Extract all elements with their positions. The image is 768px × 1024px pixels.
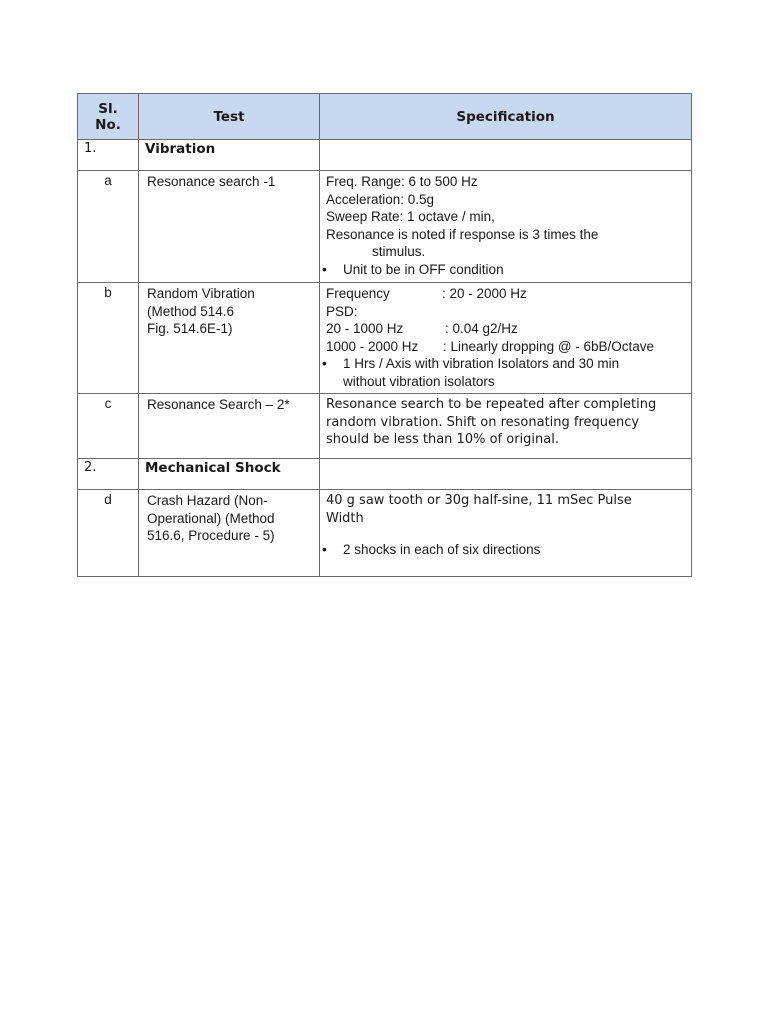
test-text: Random Vibration [147,286,255,301]
test-text: Operational) (Method [147,510,275,526]
test-text: Resonance search -1 [147,174,276,189]
header-sl-no-label: Sl. No. [95,100,121,133]
spec-cell [320,394,692,459]
test-text: Resonance Search – 2* [147,397,290,412]
section-empty-cell [320,459,692,490]
spec-line [326,285,687,303]
header-sl-no [78,94,139,140]
table-row [78,171,692,283]
section-row-mechanical-shock [78,459,692,490]
header-specification: Specification [320,94,692,140]
row-letter: d [78,490,139,577]
spec-bullet-text: Unit to be in OFF condition [343,261,504,277]
spec-line: Resonance search to be repeated after completing [326,397,657,412]
test-text: (Method 514.6 [147,303,235,319]
test-text: Fig. 514.6E-1) [147,321,233,336]
section-number: 2. [78,459,139,490]
header-test: Test [139,94,320,140]
test-cell [139,394,320,459]
spec-line: 40 g saw tooth or 30g half-sine, 11 mSec Pulse [326,493,632,508]
table-row [78,283,692,394]
section-empty-cell [320,140,692,171]
section-row-vibration [78,140,692,171]
spec-line: Resonance is noted if response is 3 times the [326,226,599,242]
spec-cell [320,171,692,283]
spec-line: should be less than 10% of original. [326,432,559,447]
section-number: 1. [78,140,139,171]
spec-bullet-item [322,355,687,373]
spec-cell [320,490,692,577]
spec-label: Frequency [326,286,390,301]
spec-line: Freq. Range: 6 to 500 Hz [326,174,478,189]
spec-line: Sweep Rate: 1 octave / min, [326,209,495,224]
test-text: Crash Hazard (Non- [147,493,268,508]
spec-cell [320,283,692,394]
test-cell [139,171,320,283]
section-title: Vibration [139,140,320,171]
spec-line [326,320,687,338]
spec-line: Width [326,510,364,526]
spec-bullet-item [322,541,687,559]
spec-value: : 20 - 2000 Hz [442,286,527,301]
test-cell [139,490,320,577]
spec-value: : Linearly dropping @ - 6bB/Octave [443,338,655,354]
test-cell [139,283,320,394]
bullet-icon: • [322,356,327,371]
spec-line: stimulus. [372,244,426,259]
spec-label: 1000 - 2000 Hz [326,338,419,354]
spec-line [326,338,687,356]
test-text: 516.6, Procedure - 5) [147,528,275,543]
spec-value: : 0.04 g2/Hz [445,321,518,336]
bullet-icon: • [322,542,327,557]
spec-bullet-text: 2 shocks in each of six directions [343,542,541,557]
row-letter: a [78,171,139,283]
table-row [78,394,692,459]
table-row [78,490,692,577]
spec-bullet-item [322,261,687,279]
specification-table [77,93,692,577]
spec-label: 20 - 1000 Hz [326,321,404,336]
spacer [326,527,687,541]
section-title: Mechanical Shock [139,459,320,490]
bullet-icon: • [322,261,327,277]
spec-bullet-continuation: without vibration isolators [343,373,495,389]
row-letter: b [78,283,139,394]
table-header-row [78,94,692,140]
row-letter: c [78,394,139,459]
spec-line: PSD: [326,303,358,319]
spec-line: Acceleration: 0.5g [326,191,435,207]
spec-line: random vibration. Shift on resonating frequency [326,414,640,430]
spec-bullet-text: 1 Hrs / Axis with vibration Isolators and 30 min [343,356,620,371]
